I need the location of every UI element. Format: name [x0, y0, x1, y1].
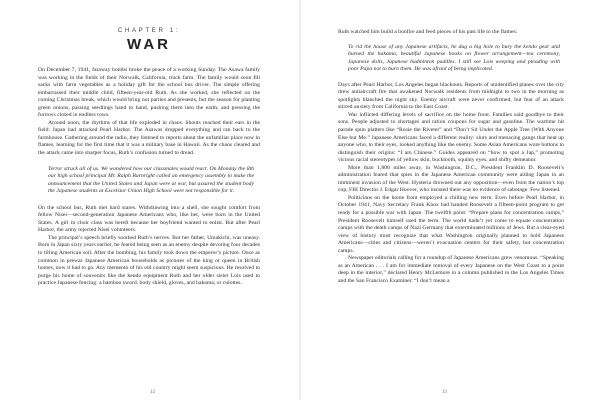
- paragraph: War inflicted differing levels of sacrifice on the home front. Families said goodbye to their sons. People adjusted to shortages and ration coupons for sugar and gasoline. The wartime hit parade spun platters like “Rosie the Riveter” and “Don’t Sit Under the Apple Tree (With Anyone Else but Me.” Japanese Americans faced a different reality: slurs and menacing gangs that beat up anyone who, to their eyes, looked anything like the enemy. Some Asian Americans wore buttons to distinguish their origins: “I am Chinese.” Guides appeared on “how to spot a Jap,” promoting vicious racial stereotypes of yellow skin, bucktooth, squinty eyes, and shifty demeanor.: [338, 111, 564, 164]
- block-quote: Terror struck all of us. We wondered how our classmates would react. On Monday the 8th our high school principal Mr. Ralph Barnright called an emergency assembly to make the announcement that the United States and Japan were at war, but assured the student body the Japanese students at Excelsior Union High School were not responsible for it.: [48, 165, 254, 195]
- chapter-title: WAR: [127, 36, 171, 53]
- paragraph: Politicians on the home front employed a chilling new term. Even before Pearl Harbor, in October 1941, Navy Secretary Frank Knox had handed Roosevelt a fifteen-point program to get ready for a possible war with Japan. The twelfth point: “Prepare plans for concentration camps,” President Roosevelt himself used the term. The world hadn’t yet come to equate concentration camps with the death camps of Nazi Germany that exterminated millions of Jews. But a clear-eyed view of history must recognize that what Washington originally planned to hold Japanese Americans—cities and citizens—weren’t evacuation centers for their safety, but concentration camps.: [338, 194, 564, 254]
- paragraph: Days after Pearl Harbor, Los Angeles began blackouts. Reports of unidentified planes over the city drew antiaircraft fire that awakened Norwalk residents from midnight to two in the morning as spotlights blanched the night sky. Enemy aircraft were never confirmed, but fear of an attack stirred anxiety from California to the East Coast.: [338, 81, 564, 111]
- paragraph: On the school bus, Ruth met hard stares. Withdrawing into a shell, she sought comfort from fellow Nisei—second-generation Japanese Americans who, like her, were born in the United States. A girl in choir class was bereft because her boyfriend wanted to enlist. But after Pearl Harbor, the army rejected Nisei volunteers.: [38, 204, 260, 234]
- paragraph: The principal’s speech briefly soothed Ruth’s nerves. But her father, Umakichi, was uneasy. Born in Japan sixty years earlier, he feared being seen as an enemy despite devoting four decades to tilling American soil. After the bombing, his family took down the emperor’s picture. Once as common in prewar Japanese American households as pictures of the king or queen in British homes, now it had to go. Any memento of his old country might seem suspicious. He resolved to purge his home of souvenirs like the kendo equipment Ruth and her older sister Lois used to practice Japanese fencing: a bamboo sword, body shield, gloves, and hakama, or culottes.: [38, 234, 260, 287]
- page-number-right: 13: [442, 390, 447, 395]
- paragraph: More than 1,800 miles away, in Washington, D.C., President Franklin D. Roosevelt’s administration feared that spies in the Japanese American community were aiding Japan in an imminent invasion of the West. Hysteria drowned out any opposition—even from the nation’s top cop, FBI Director J. Edgar Hoover, who insisted there was no evidence of sabotage. Few listened.: [338, 164, 564, 194]
- page-gutter: [299, 0, 301, 400]
- paragraph: On December 7, 1941, faraway bombs broke the peace of a working Sunday. The Asawa family was working in the fields of their Norwalk, California, truck farm. The family would soon fill sacks with farm vegetables as a holiday gift for the school bus driver. The simple offering embarrassed their middle child, fifteen-year-old Ruth. As she worked, she reflected on the coming Christmas break, which would bring not parties and presents, but the season for planting green onions, passing seedlings hand to hand, pushing them into the earth, and pressing the furrows closed in endless rows.: [38, 67, 260, 119]
- left-page: [38, 0, 260, 400]
- paragraph: Ruth watched him build a bonfire and feed pieces of his past life to the flames:: [338, 29, 518, 35]
- paragraph: Newspaper editorials calling for a roundup of Japanese Americans grew venomous. “Speaking as an American . . . I am for immediate removal of every Japanese on the West Coast to a point deep in the interior,” declared Henry McLemore in a column published in the Los Angeles Times and the San Francisco Examiner. “I don’t mean a: [338, 255, 564, 284]
- paragraph: Around noon, the rhythms of that life exploded in chaos. Shouts reached their ears in the field: Japan had attacked Pearl Harbor. The Asawas dropped everything and ran back to the farmhouse. Gathering around the radio, they listened to reports about the unfamiliar place now in flames, learning for the first time that it was a military base in Hawaii. As the chaos cleared and the attack came into sharper focus, Ruth’s confusion turned to dread.: [38, 119, 260, 157]
- page-number-left: 12: [150, 390, 155, 395]
- chapter-label: CHAPTER 1:: [117, 27, 181, 34]
- block-quote: To rid the house of any Japanese artifacts, he dug a big hole to bury the kendo gear and burned the hakama, beautiful Japanese books on flower arrangement—tea ceremony, Japanese dolls, Japanese badminton paddles. I still see Lois weeping and pleading with poor Papa not to burn them. He was afraid of being implicated.: [348, 43, 560, 73]
- right-page: [338, 0, 564, 400]
